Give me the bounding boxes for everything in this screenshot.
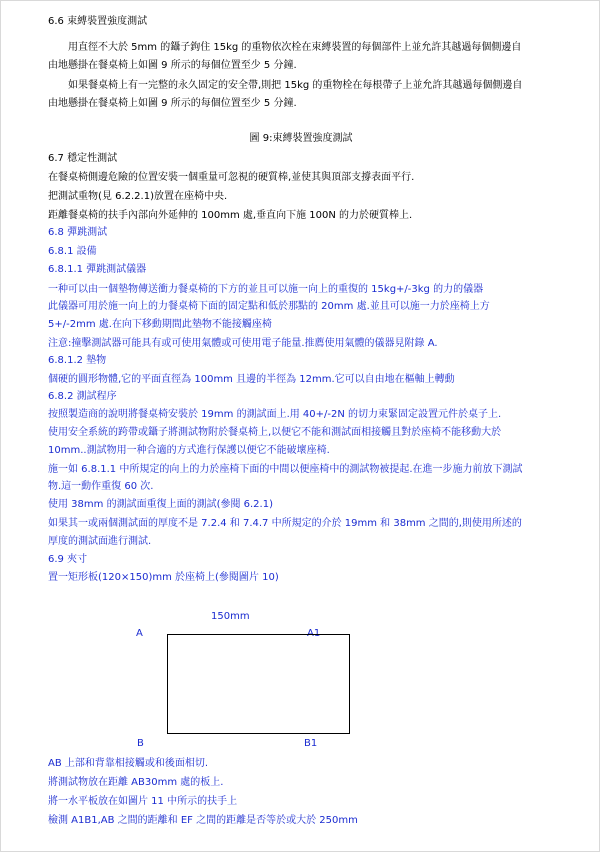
corner-label-a1: A1: [307, 628, 321, 639]
section-heading-6-7: 6.7 穩定性測試: [48, 153, 118, 164]
paragraph-line: 檢測 A1B1,AB 之間的距離和 EF 之間的距離是否等於或大於 250mm: [48, 815, 358, 826]
paragraph-line: 5+/-2mm 處.在向下移動期間此墊物不能接觸座椅: [48, 319, 272, 330]
paragraph-line: 厚度的測試面進行測試.: [48, 536, 152, 547]
paragraph-line: 物.這一動作重復 60 次.: [48, 481, 154, 492]
section-heading-6-6: 6.6 束縛裝置強度測試: [48, 16, 148, 27]
paragraph-line: 將一水平板放在如圖片 11 中所示的扶手上: [48, 796, 238, 807]
paragraph-line: 將測試物放在距離 AB30mm 處的板上.: [48, 777, 224, 788]
section-heading-6-8-1: 6.8.1 設備: [48, 246, 97, 257]
paragraph-line: 在餐桌椅側邊危險的位置安裝一個重量可忽視的硬質棒,並使其與頂部支撐表面平行.: [48, 172, 415, 183]
paragraph-line: 按照製造商的說明將餐桌椅安裝於 19mm 的測試面上.用 40+/-2N 的切力束緊固定設置元件於桌子上.: [48, 409, 502, 420]
figure-caption: 圖 9:束縛裝置強度測試: [249, 133, 353, 144]
paragraph-line: 由地懸掛在餐桌椅上如圖 9 所示的每個位置至少 5 分鐘.: [48, 98, 297, 109]
paragraph-line: 一种可以由一個墊物傳送衝力餐桌椅的下方的並且可以施一向上的重復的 15kg+/-3kg 的力的儀器: [48, 284, 484, 295]
paragraph-line: 距離餐桌椅的扶手內部向外延伸的 100mm 處,垂直向下施 100N 的力於硬質棒上.: [48, 210, 413, 221]
paragraph-line: 個硬的圓形物體,它的平面直徑為 100mm 且邊的半徑為 12mm.它可以自由地在樞軸上轉動: [48, 374, 455, 385]
note-line: 注意:撞擊測試器可能具有或可使用氣體或可使用電子能量.推薦使用氣體的儀器見附錄 A.: [48, 338, 438, 349]
paragraph-line: 由地懸掛在餐桌椅上如圖 9 所示的每個位置至少 5 分鐘.: [48, 60, 297, 71]
paragraph-line: 使用 38mm 的測試面重復上面的測試(參閱 6.2.1): [48, 499, 273, 510]
paragraph-line: 把測試重物(見 6.2.2.1)放置在座椅中央.: [48, 191, 228, 202]
test-board-diagram: [1, 1, 600, 853]
paragraph-line: 此儀器可用於施一向上的力餐桌椅下面的固定點和低於那點的 20mm 處.並且可以施一力於座椅上方: [48, 301, 490, 312]
paragraph-line: 施一如 6.8.1.1 中所規定的向上的力於座椅下面的中間以便座椅中的測試物被提起.在進一步施力前放下測試: [48, 464, 523, 475]
paragraph-line: 如果其一或兩個測試面的厚度不是 7.2.4 和 7.4.7 中所規定的介於 19mm 和 38mm 之間的,則使用所述的: [48, 518, 522, 529]
dimension-label: 150mm: [211, 611, 250, 622]
paragraph-line: 如果餐桌椅上有一完整的永久固定的安全帶,則把 15kg 的重物栓在每根帶子上並允許其越過每個側邊自: [68, 80, 523, 91]
paragraph-line: 10mm..測試物用一种合適的方式進行保護以便它不能破壞座椅.: [48, 445, 330, 456]
corner-label-a: A: [136, 628, 143, 639]
paragraph-line: 用直徑不大於 5mm 的鑷子鉤住 15kg 的重物依次栓在束縛裝置的每個部件上並允許其越過每個側邊自: [68, 42, 522, 53]
section-heading-6-9: 6.9 夾寸: [48, 554, 88, 565]
section-heading-6-8-1-2: 6.8.1.2 墊物: [48, 355, 107, 366]
section-heading-6-8-1-1: 6.8.1.1 彈跳測試儀器: [48, 264, 147, 275]
paragraph-line: 置一矩形板(120×150)mm 於座椅上(參閱圖片 10): [48, 572, 279, 583]
section-heading-6-8: 6.8 彈跳測試: [48, 227, 108, 238]
corner-label-b1: B1: [304, 738, 318, 749]
paragraph-line: 使用安全系統的跨帶或鑷子將測試物附於餐桌椅上,以便它不能和測試面相接觸且對於座椅不能移動大於: [48, 427, 502, 438]
paragraph-line: AB 上部和背靠相接觸或和後面相切.: [48, 758, 209, 769]
test-board-rectangle: [168, 635, 350, 734]
corner-label-b: B: [137, 738, 144, 749]
section-heading-6-8-2: 6.8.2 測試程序: [48, 391, 117, 402]
